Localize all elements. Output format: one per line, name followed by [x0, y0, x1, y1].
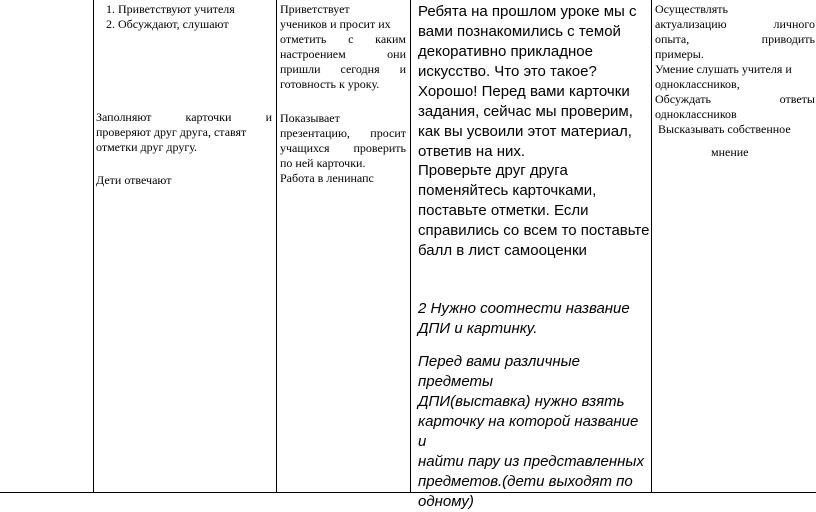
teacher-speech-cell: [418, 2, 650, 510]
speech-task-2: 2 Нужно соотнести название ДПИ и картинку.: [418, 300, 630, 337]
speech-para-check: Проверьте друг друга поменяйтесь карточками, поставьте отметки. Если справились со всем то поставьте балл в лист самооценки: [418, 162, 650, 259]
competencies-cell: Осуществлять актуализацию личного опыта, приводить примеры. Умение слушать учителя и одноклассников, Обсуждать ответы одноклассников Высказывать собственное мнение: [655, 2, 815, 159]
teacher-greeting-para: Приветствует учеников и просит их отметить с каким настроением они пришли сегодня и готовность к уроку.: [280, 2, 406, 91]
student-answer-text: Дети отвечают: [96, 173, 172, 187]
column-divider: [93, 0, 94, 493]
speech-para-intro: Ребята на прошлом уроке мы с вами познакомились с темой декоративно прикладное искусство. Что это такое? Хорошо! Перед вами карточки задания, сейчас мы проверим, как вы усвоили этот материал, ответив на них.: [418, 3, 637, 160]
speech-task-instructions: Перед вами различные предметы ДПИ(выставка) нужно взять карточку на которой название и найти пару из представленных предметов.(дети выходят по одному): [418, 353, 644, 510]
student-activity-para: Заполняют карточки и проверяют друг друга, ставят отметки друг другу.: [96, 110, 272, 154]
student-activity-cell: [96, 2, 272, 187]
teacher-activity-cell: [280, 2, 406, 185]
teacher-presentation-para: Показывает презентацию, просит учащихся проверить по ней карточки. Работа в ленинапс: [280, 111, 406, 185]
table-bottom-border: [0, 492, 816, 493]
column-divider: [276, 0, 277, 493]
column-divider: [410, 0, 411, 493]
column-divider: [651, 0, 652, 493]
student-activity-list: [96, 2, 272, 32]
list-item: 1. Приветствуют учителя: [118, 2, 272, 17]
list-item: 2. Обсуждают, слушают: [118, 17, 272, 32]
